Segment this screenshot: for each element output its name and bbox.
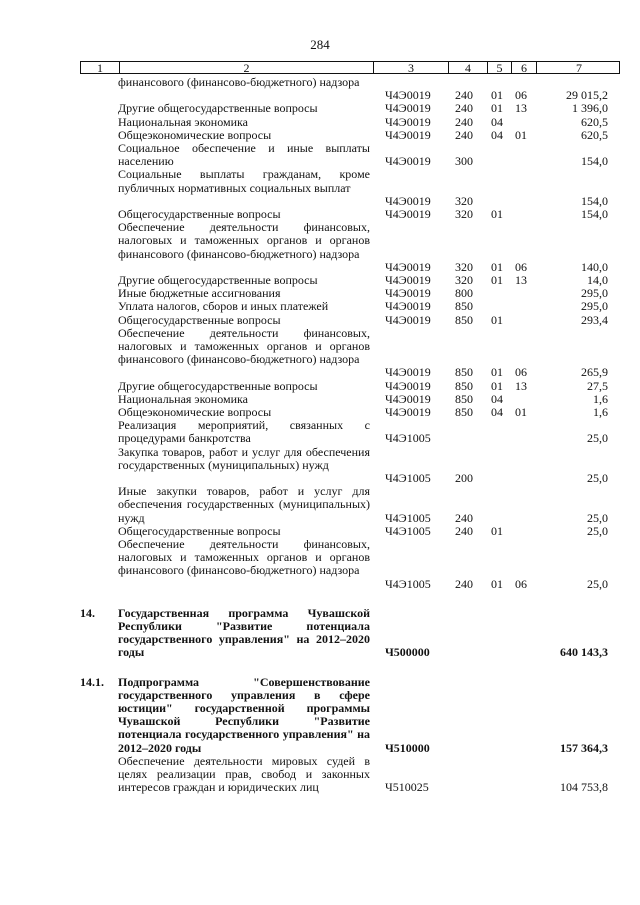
table-row: [0, 168, 640, 208]
row-expense-type: 850: [455, 391, 473, 406]
row-target-code: Ч510000: [385, 740, 430, 755]
row-expense-type: 240: [455, 127, 473, 142]
row-name: Реализация мероприятий, связанных с процедурами банкротства: [118, 418, 370, 446]
table-row: [0, 116, 640, 129]
row-amount: 295,0: [581, 286, 608, 301]
row-name: Общегосударственные вопросы: [118, 523, 281, 538]
row-expense-type: 320: [455, 272, 473, 287]
row-name: Обеспечение деятельности финансовых, налоговых и таможенных органов и органов финансового (финансово-бюджетного) надзора: [118, 220, 370, 261]
row-section: 01: [491, 523, 503, 538]
row-name: Иные закупки товаров, работ и услуг для обеспечения государственных (муниципальных) нужд: [118, 484, 370, 525]
row-target-code: Ч4Э0019: [385, 404, 431, 419]
row-expense-type: 200: [455, 470, 473, 485]
row-name: Социальные выплаты гражданам, кроме публичных нормативных социальных выплат: [118, 167, 370, 195]
table-row: [0, 755, 640, 795]
row-amount: 620,5: [581, 114, 608, 129]
row-subsection: 13: [515, 101, 527, 116]
row-amount: 14,0: [587, 272, 608, 287]
row-amount: 620,5: [581, 127, 608, 142]
row-amount: 25,0: [587, 576, 608, 591]
row-expense-type: 320: [455, 193, 473, 208]
row-target-code: Ч4Э1005: [385, 510, 431, 525]
row-expense-type: 320: [455, 206, 473, 221]
row-target-code: Ч4Э0019: [385, 154, 431, 169]
row-target-code: Ч4Э1005: [385, 431, 431, 446]
row-expense-type: 240: [455, 88, 473, 103]
table-row: [0, 76, 640, 102]
table-row: [0, 274, 640, 287]
row-subsection: 01: [515, 127, 527, 142]
row-expense-type: 240: [455, 114, 473, 129]
header-col-2: 2: [119, 62, 373, 73]
row-amount: 157 364,3: [560, 740, 608, 755]
table-row: [0, 380, 640, 393]
row-section: 01: [491, 365, 503, 380]
row-amount: 25,0: [587, 510, 608, 525]
row-amount: 25,0: [587, 470, 608, 485]
row-target-code: Ч500000: [385, 645, 430, 660]
row-name: Национальная экономика: [118, 114, 248, 129]
page-number: 284: [310, 37, 330, 52]
row-number: 14.: [80, 605, 95, 620]
row-expense-type: 300: [455, 154, 473, 169]
row-name: Другие общегосударственные вопросы: [118, 101, 318, 116]
row-expense-type: 320: [455, 259, 473, 274]
row-name: Общегосударственные вопросы: [118, 207, 281, 221]
table-row: [0, 142, 640, 168]
row-name: Обеспечение деятельности финансовых, налоговых и таможенных органов и органов финансового (финансово-бюджетного) надзора: [118, 537, 370, 578]
row-amount: 154,0: [581, 154, 608, 169]
header-col-4: 4: [448, 62, 487, 73]
row-name: Подпрограмма "Совершенствование государственного управления в сфере юстиции" государственной программы Чувашской Республики "Развитие потенциала государственного управления" на 2012–2020 годы: [118, 674, 370, 755]
row-section: 04: [491, 391, 503, 406]
row-subsection: 06: [515, 259, 527, 274]
table-row: [0, 676, 640, 755]
row-section: 01: [491, 259, 503, 274]
table-row: [0, 393, 640, 406]
row-amount: 29 015,2: [566, 88, 608, 103]
row-target-code: Ч4Э0019: [385, 286, 431, 301]
row-target-code: Ч4Э0019: [385, 114, 431, 129]
row-expense-type: 850: [455, 378, 473, 393]
row-name: Другие общегосударственные вопросы: [118, 378, 318, 393]
row-number: 14.1.: [80, 674, 104, 689]
header-col-3: 3: [373, 62, 448, 73]
row-target-code: Ч4Э1005: [385, 523, 431, 538]
row-amount: 104 753,8: [560, 780, 608, 795]
header-col-1: 1: [97, 61, 103, 75]
row-expense-type: 240: [455, 510, 473, 525]
row-target-code: Ч4Э0019: [385, 193, 431, 208]
row-expense-type: 850: [455, 312, 473, 327]
header-col-6: 6: [511, 62, 536, 73]
table-row: [0, 221, 640, 274]
row-amount: 293,4: [581, 312, 608, 327]
row-name: Обеспечение деятельности мировых судей в целях реализации прав, свобод и законных интересов граждан и юридических лиц: [118, 753, 370, 795]
table-row: [0, 129, 640, 142]
row-section: 01: [491, 312, 503, 327]
row-name: Уплата налогов, сборов и иных платежей: [118, 299, 329, 314]
row-amount: 1,6: [593, 391, 608, 406]
row-name: Закупка товаров, работ и услуг для обеспечения государственных (муниципальных) нужд: [118, 444, 370, 472]
row-name: Другие общегосударственные вопросы: [118, 273, 318, 287]
row-expense-type: 240: [455, 101, 473, 116]
table-row: [0, 419, 640, 445]
row-amount: 265,9: [581, 365, 608, 380]
table-header: [80, 61, 620, 74]
table-row: [0, 607, 640, 660]
row-amount: 295,0: [581, 299, 608, 314]
row-name: Иные бюджетные ассигнования: [118, 286, 281, 301]
row-subsection: 13: [515, 378, 527, 393]
row-target-code: Ч510025: [385, 780, 429, 795]
row-expense-type: 800: [455, 286, 473, 301]
row-amount: 25,0: [587, 431, 608, 446]
row-name: Общеэкономические вопросы: [118, 405, 272, 419]
row-target-code: Ч4Э0019: [385, 88, 431, 103]
table-row: [0, 485, 640, 525]
row-expense-type: 850: [455, 365, 473, 380]
row-amount: 1 396,0: [572, 101, 608, 116]
table-row: [0, 327, 640, 380]
row-name: Национальная экономика: [118, 391, 248, 406]
row-section: 01: [491, 88, 503, 103]
row-name: Обеспечение деятельности финансовых, налоговых и таможенных органов и органов финансового (финансово-бюджетного) надзора: [118, 325, 370, 367]
row-subsection: 01: [515, 404, 527, 419]
row-target-code: Ч4Э0019: [385, 127, 431, 142]
row-amount: 25,0: [587, 523, 608, 538]
row-subsection: 06: [515, 576, 527, 591]
row-amount: 140,0: [581, 259, 608, 274]
row-section: 01: [491, 576, 503, 591]
row-name: Общегосударственные вопросы: [118, 312, 281, 327]
table-row: [0, 446, 640, 486]
table-row: [0, 314, 640, 327]
row-section: 01: [491, 378, 503, 393]
row-subsection: 13: [515, 272, 527, 287]
row-target-code: Ч4Э1005: [385, 576, 431, 591]
table-row: [0, 287, 640, 300]
row-amount: 154,0: [581, 193, 608, 208]
table-row: [0, 300, 640, 313]
row-target-code: Ч4Э0019: [385, 272, 431, 287]
row-target-code: Ч4Э0019: [385, 101, 431, 116]
row-amount: 154,0: [581, 206, 608, 221]
row-amount: 1,6: [593, 404, 608, 419]
row-name: Государственная программа Чувашской Республики "Развитие потенциала государственного управления" на 2012–2020 годы: [118, 605, 370, 660]
row-section: 01: [491, 206, 503, 221]
row-expense-type: 850: [455, 404, 473, 419]
row-target-code: Ч4Э0019: [385, 391, 431, 406]
row-section: 01: [491, 101, 503, 116]
table-row: [0, 525, 640, 538]
row-section: 04: [491, 114, 503, 129]
row-target-code: Ч4Э0019: [385, 206, 431, 221]
table-row: [0, 538, 640, 591]
row-name: Общеэкономические вопросы: [118, 127, 272, 142]
header-col-7: 7: [536, 62, 621, 73]
row-target-code: Ч4Э0019: [385, 312, 431, 327]
row-target-code: Ч4Э0019: [385, 259, 431, 274]
row-target-code: Ч4Э0019: [385, 299, 431, 314]
row-expense-type: 240: [455, 576, 473, 591]
row-target-code: Ч4Э0019: [385, 378, 431, 393]
row-expense-type: 850: [455, 299, 473, 314]
row-section: 04: [491, 404, 503, 419]
row-target-code: Ч4Э0019: [385, 365, 431, 380]
row-amount: 27,5: [587, 378, 608, 393]
row-subsection: 06: [515, 365, 527, 380]
row-name: финансового (финансово-бюджетного) надзора: [118, 75, 360, 89]
row-subsection: 06: [515, 88, 527, 103]
row-section: 01: [491, 272, 503, 287]
row-target-code: Ч4Э1005: [385, 470, 431, 485]
table-row: [0, 102, 640, 115]
row-amount: 640 143,3: [560, 645, 608, 660]
row-expense-type: 240: [455, 523, 473, 538]
row-section: 04: [491, 127, 503, 142]
row-name: Социальное обеспечение и иные выплаты населению: [118, 141, 370, 169]
header-col-5: 5: [487, 62, 511, 73]
